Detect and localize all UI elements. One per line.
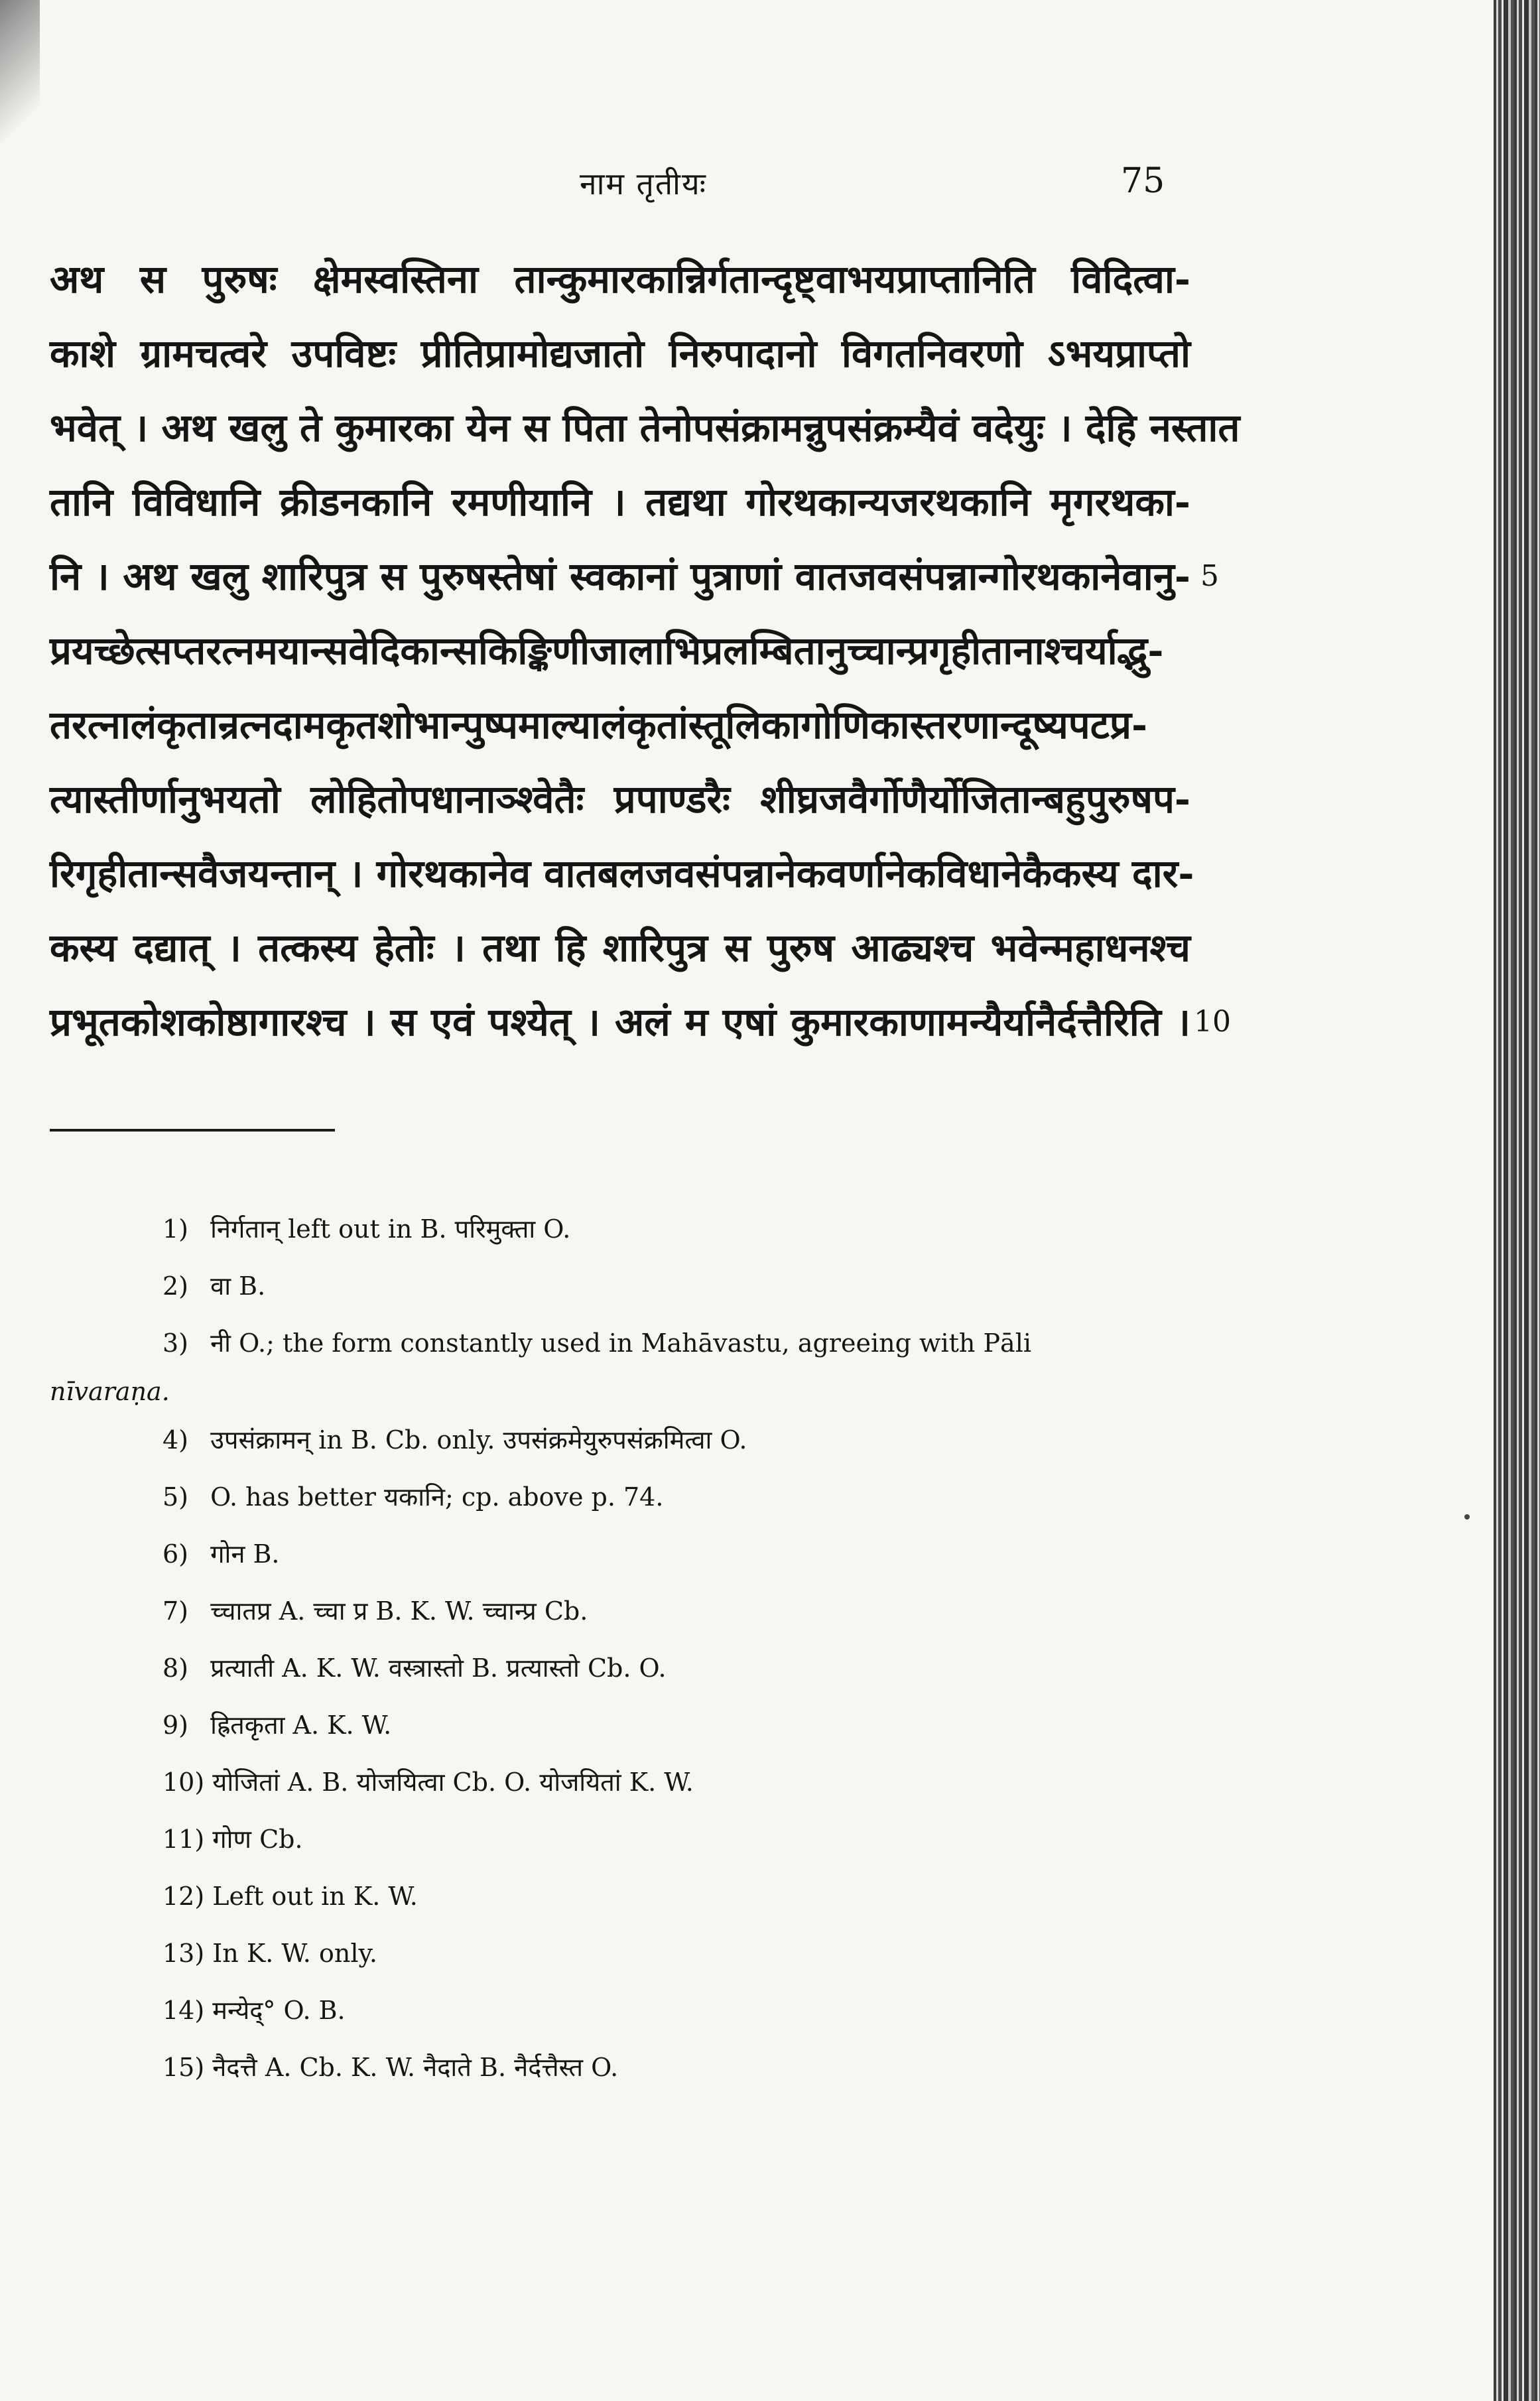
footnote-text: गोण Cb. xyxy=(212,1825,303,1854)
footnote-number: 10) xyxy=(162,1768,205,1797)
text-line: कस्य दद्यात् । तत्कस्य हेतोः । तथा हि शारिपुत्र स पुरुष आढ्यश्च भवेन्महाधनश्च xyxy=(50,925,1190,970)
scan-edge-smudge xyxy=(0,0,40,146)
footnote-text: योजितां A. B. योजयित्वा Cb. O. योजयितां K. W. xyxy=(212,1768,694,1797)
footnote xyxy=(50,2039,1190,2096)
line-number-5: 5 xyxy=(1200,559,1219,593)
footnote-number: 13) xyxy=(162,1939,205,1968)
text-line: प्रयच्छेत्सप्तरत्नमयान्सवेदिकान्सकिङ्किणीजालाभिप्रलम्बितानुच्चान्प्रगृहीतानाश्चर्याद्भु- xyxy=(50,628,1164,673)
footnote xyxy=(50,1811,1190,1868)
footnote-text: निर्गतान् left out in B. परिमुक्ता O. xyxy=(210,1214,571,1244)
footnote-number: 12) xyxy=(162,1882,205,1911)
footnote xyxy=(50,1697,1190,1754)
footnote xyxy=(50,1583,1190,1640)
book-binding-edge xyxy=(1494,0,1540,2401)
text-line: तरत्नालंकृतान्रत्नदामकृतशोभान्पुष्पमाल्यालंकृतांस्तूलिकागोणिकास्तरणान्दूष्यपटप्र- xyxy=(50,702,1148,747)
scan-speck xyxy=(1464,1514,1470,1520)
footnote-number: 5) xyxy=(162,1482,189,1512)
running-head: नाम तृतीयः xyxy=(580,166,707,202)
footnote-separator-rule xyxy=(50,1129,335,1132)
footnote xyxy=(50,1754,1190,1811)
footnote-number: 3) xyxy=(162,1329,189,1358)
footnote-text: नैदत्तै A. Cb. K. W. नैदाते B. नैर्दत्तैस्त O. xyxy=(212,2053,619,2082)
footnote-number: 14) xyxy=(162,1996,205,2025)
footnote-number: 9) xyxy=(162,1711,189,1740)
text-line: रिगृहीतान्सवैजयन्तान् । गोरथकानेव वातबलजवसंपन्नानेकवर्णानेकविधानेकैकस्य दार- xyxy=(50,851,1194,896)
page-number: 75 xyxy=(1121,161,1165,201)
text-line-content: नि । अथ खलु शारिपुत्र स पुरुषस्तेषां स्वकानां पुत्राणां वातजवसंपन्नान्गोरथकानेवानु- xyxy=(50,554,1190,599)
footnote-number: 1) xyxy=(162,1214,189,1244)
footnote xyxy=(50,1468,1190,1525)
footnote xyxy=(50,1982,1190,2039)
footnote-number: 4) xyxy=(162,1425,189,1455)
footnote xyxy=(50,1258,1190,1315)
footnote xyxy=(50,1411,1190,1468)
footnote-text: मन्येद्° O. B. xyxy=(212,1996,346,2025)
footnote-number: 7) xyxy=(162,1596,189,1626)
footnote-text: O. has better यकानि; cp. above p. 74. xyxy=(210,1482,664,1512)
page-header xyxy=(0,162,1540,209)
footnote-number: 6) xyxy=(162,1539,189,1569)
line-number-10: 10 xyxy=(1194,1005,1231,1039)
text-line: भवेत् । अथ खलु ते कुमारका येन स पिता तेनोपसंक्रामन्नुपसंक्रम्यैवं वदेयुः । देहि नस्तात xyxy=(50,405,1240,450)
footnote-text: गोन B. xyxy=(210,1539,280,1569)
text-line: प्रभूतकोशकोष्ठागारश्च । स एवं पश्येत् । अलं म एषां कुमारकाणामन्यैर्यानैर्दत्तैरिति । xyxy=(50,1000,1190,1045)
footnote-text: नी O.; the form constantly used in Mahāvastu, agreeing with Pāli xyxy=(210,1329,1032,1358)
footnote-text: In K. W. only. xyxy=(212,1939,377,1968)
footnote-text: च्चातप्र A. च्चा प्र B. K. W. च्चान्प्र Cb. xyxy=(210,1596,588,1626)
footnote-text: Left out in K. W. xyxy=(212,1882,418,1911)
footnotes xyxy=(50,1200,1190,2096)
text-line: अथ स पुरुषः क्षेमस्वस्तिना तान्कुमारकान्निर्गतान्दृष्ट्वाभयप्राप्तानिति विदित्वा- xyxy=(50,257,1190,302)
footnote xyxy=(50,1925,1190,1982)
footnote xyxy=(50,1525,1190,1583)
footnote-text: वा B. xyxy=(210,1271,266,1301)
footnote-text: उपसंक्रामन् in B. Cb. only. उपसंक्रमेयुरुपसंक्रमित्वा O. xyxy=(210,1425,747,1455)
text-line: तानि विविधानि क्रीडनकानि रमणीयानि । तद्यथा गोरथकान्यजरथकानि मृगरथका- xyxy=(50,480,1190,525)
text-line: त्यास्तीर्णानुभयतो लोहितोपधानाञ्श्वेतैः प्रपाण्डरैः शीघ्रजवैर्गोणैर्योजितान्बहुपुरुषप- xyxy=(50,777,1190,822)
footnote-text: प्रत्याती A. K. W. वस्त्रास्तो B. प्रत्यास्तो Cb. O. xyxy=(210,1654,667,1683)
footnote-number: 11) xyxy=(162,1825,205,1854)
footnote xyxy=(50,1868,1190,1925)
footnote-number: 15) xyxy=(162,2053,205,2082)
footnote-number: 2) xyxy=(162,1271,189,1301)
text-line: काशे ग्रामचत्वरे उपविष्टः प्रीतिप्रामोद्यजातो निरुपादानो विगतनिवरणो ऽभयप्राप्तो xyxy=(50,331,1190,376)
footnote-text: ह्रितकृता A. K. W. xyxy=(210,1711,392,1740)
footnote-number: 8) xyxy=(162,1654,189,1683)
footnote xyxy=(50,1200,1190,1258)
footnote-continuation: nīvaraṇa. xyxy=(50,1377,170,1406)
text-line xyxy=(50,539,1190,614)
footnote xyxy=(50,1640,1190,1697)
footnote xyxy=(50,1315,1190,1372)
